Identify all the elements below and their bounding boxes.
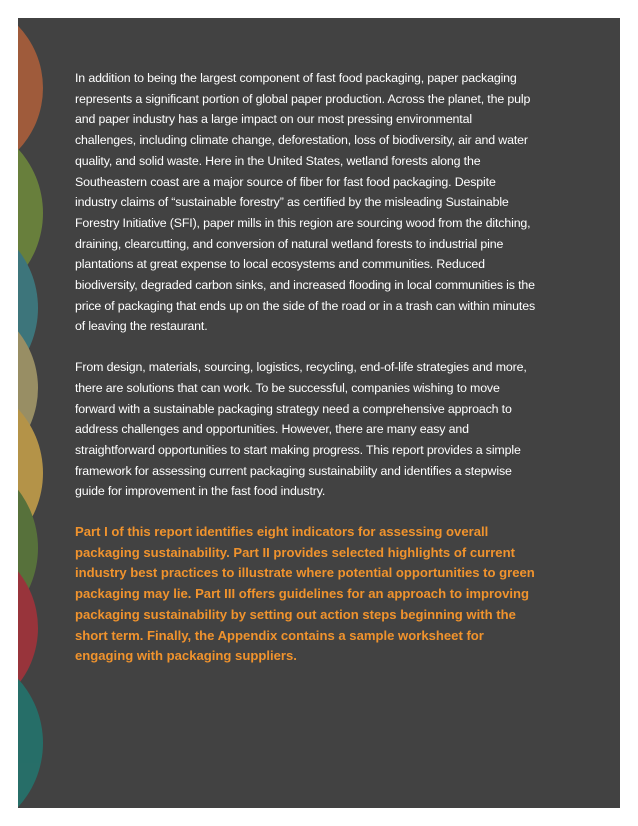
paragraph-2: From design, materials, sourcing, logistics, recycling, end-of-life strategies and more, there are solutions that can work. To be successful, companies wishing to move forward with a sustainable packaging strategy need a comprehensive approach to address challenges and opportunities. However, there are many easy and straightforward opportunities to start making progress. This report provides a simple framework for assessing current packaging sustainability and identifies a stepwise guide for improvement in the fast food industry.: [75, 360, 527, 499]
document-page: [18, 18, 620, 808]
highlight-paragraph: Part I of this report identifies eight indicators for assessing overall packaging sustainability. Part II provides selected highlights of current industry best practices to illustrate where potential opportunities to green packaging may lie. Part III offers guidelines for an approach to improving packaging sustainability by setting out action steps beginning with the short term. Finally, the Appendix contains a sample worksheet for engaging with packaging suppliers.: [75, 524, 535, 664]
paragraph-1: In addition to being the largest component of fast food packaging, paper packaging represents a significant portion of global paper production. Across the planet, the pulp and paper industry has a large impact on our most pressing environmental challenges, including climate change, deforestation, loss of biodiversity, air and water quality, and solid waste. Here in the United States, wetland forests along the Southeastern coast are a major source of fiber for fast food packaging. Despite industry claims of “sustainable forestry” as certified by the misleading Sustainable Forestry Initiative (SFI), paper mills in this region are sourcing wood from the ditching, draining, clearcutting, and conversion of natural wetland forests to industrial pine plantations at great expense to local ecosystems and communities. Reduced biodiversity, degraded carbon sinks, and increased flooding in local communities is the price of packaging that ends up on the side of the road or in a trash can within minutes of leaving the restaurant.: [75, 71, 535, 334]
body-text: [75, 68, 535, 687]
